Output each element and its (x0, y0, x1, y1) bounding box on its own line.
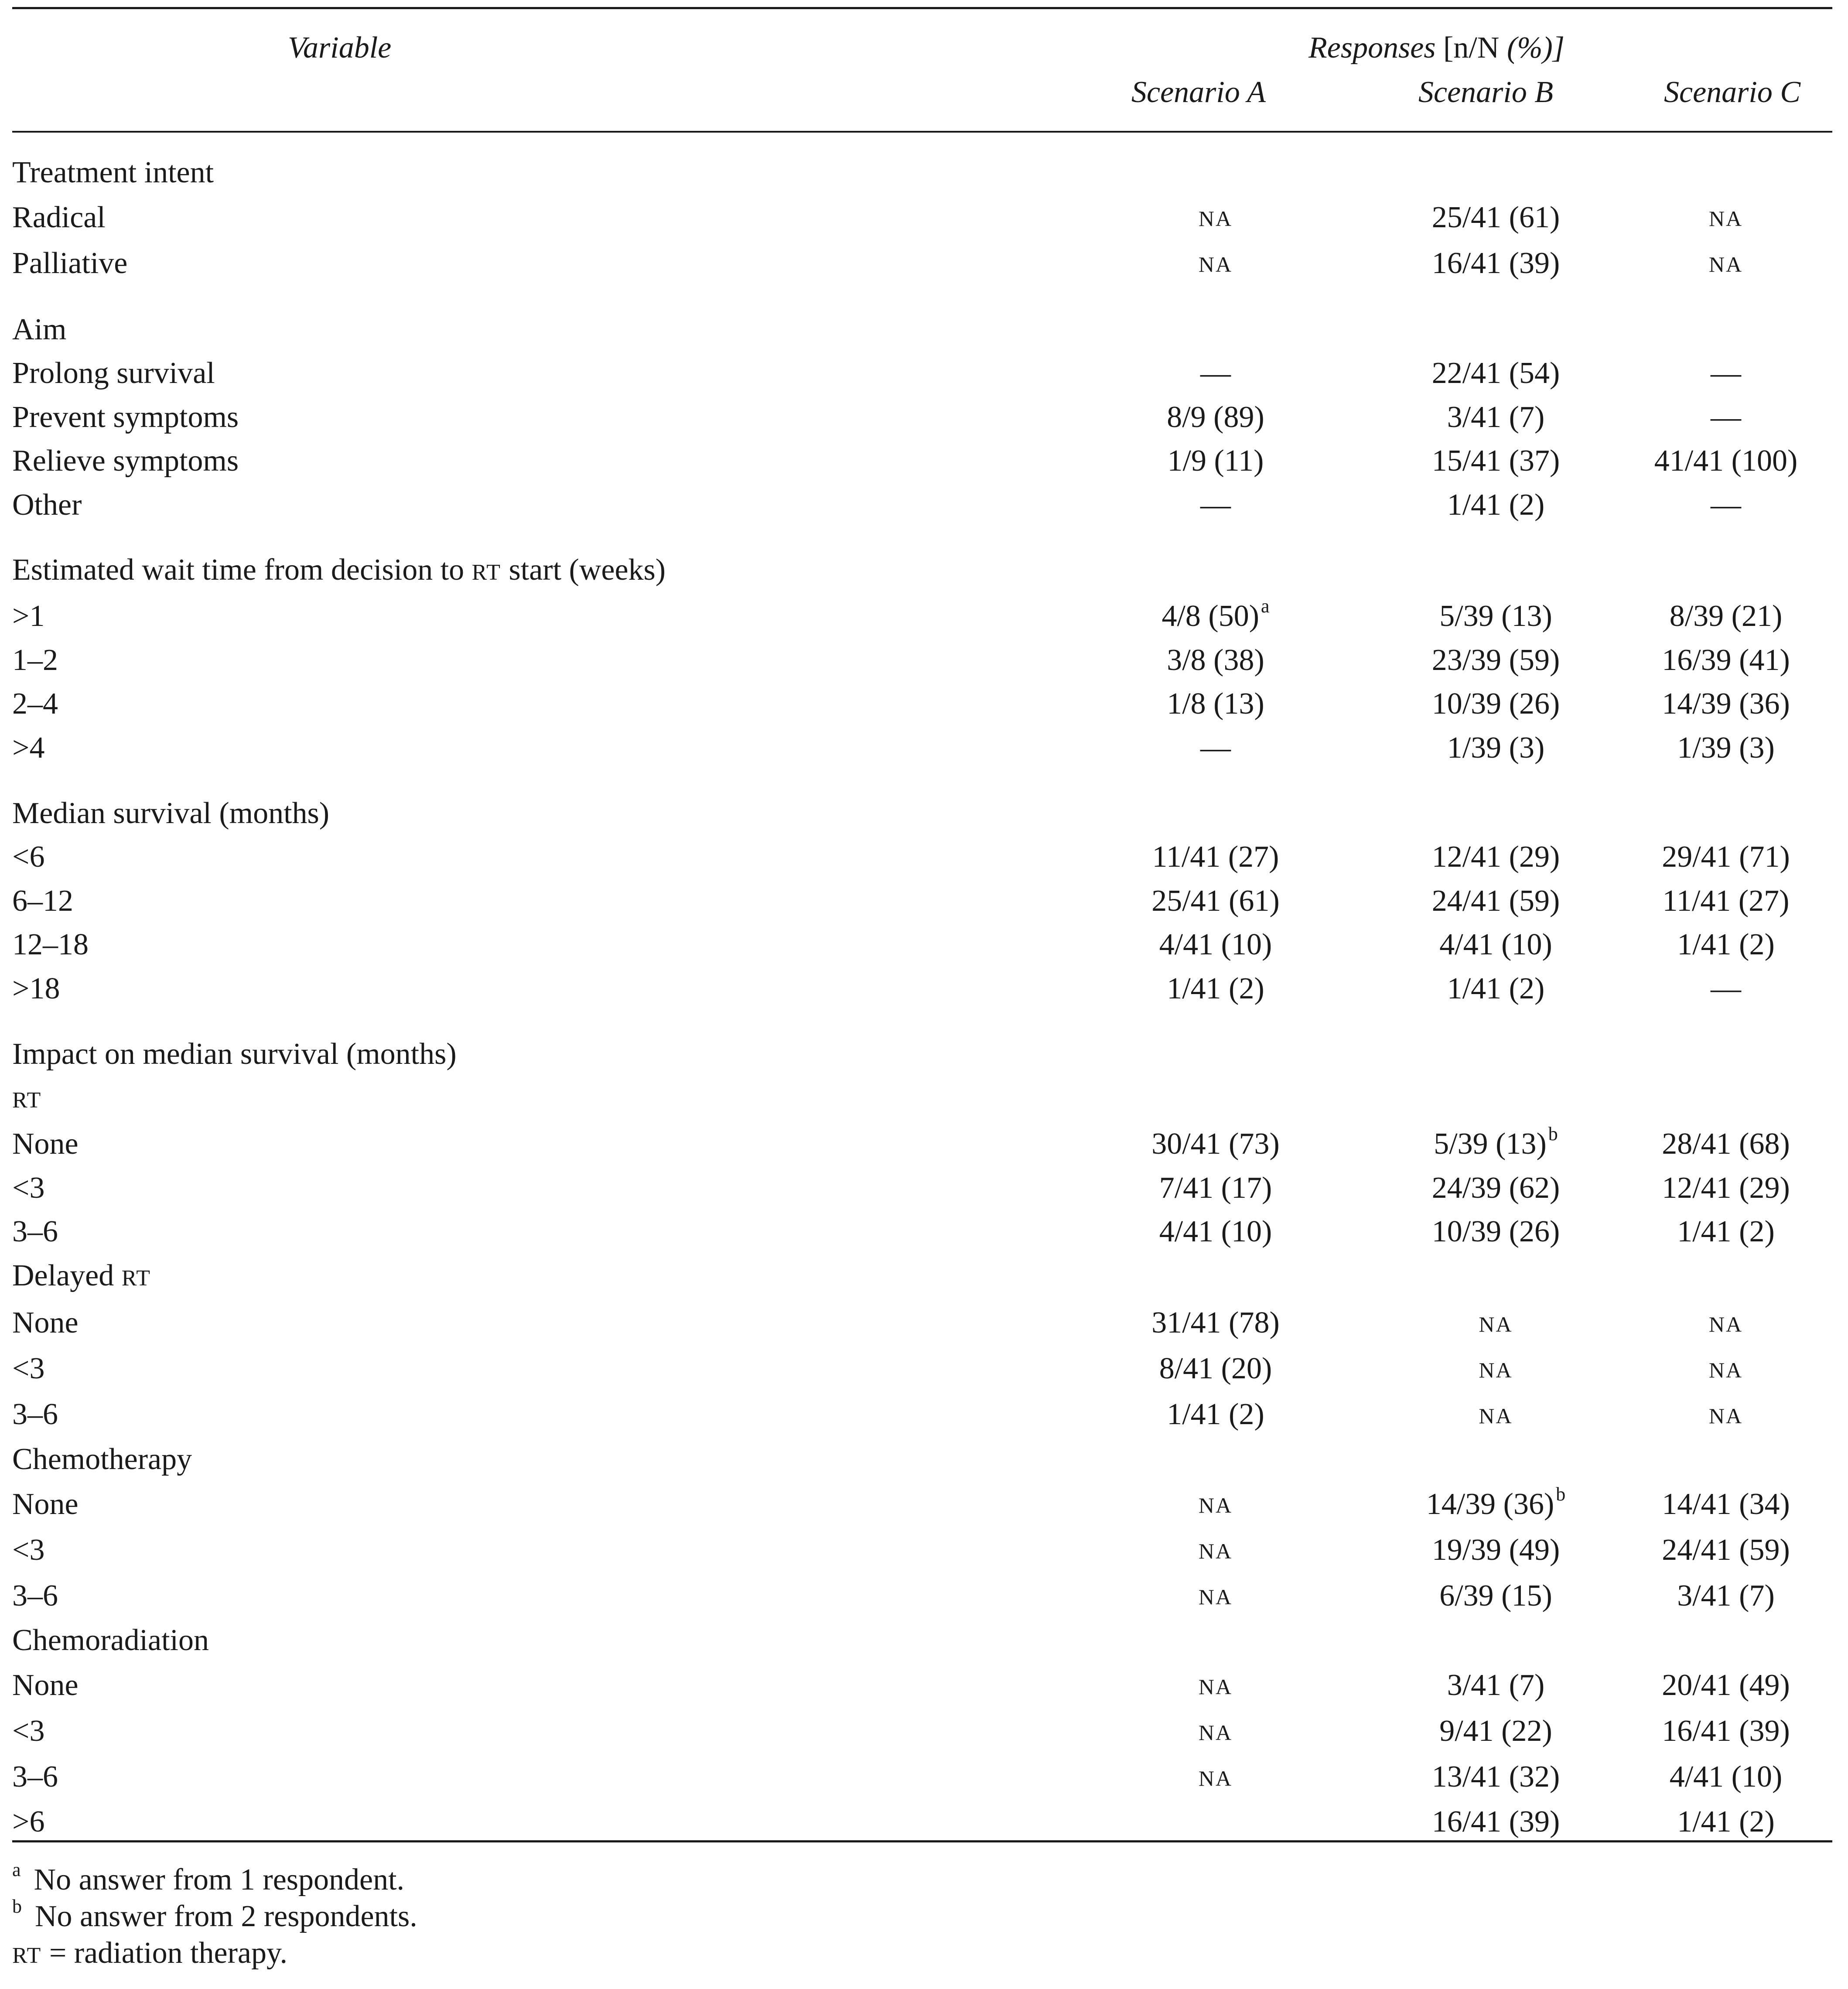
cell-scenario-c: — (1711, 356, 1741, 390)
table-row (12, 726, 1832, 770)
table-row (12, 1573, 1832, 1619)
header-responses-pct: (%)] (1506, 31, 1565, 65)
cell-scenario-c: NA (1708, 1357, 1743, 1382)
row-label: 2–4 (12, 687, 58, 721)
cell-scenario-c: 3/41 (7) (1677, 1579, 1775, 1613)
table-row (12, 1481, 1832, 1527)
table-row (12, 1076, 1832, 1122)
cell-scenario-c: 1/41 (2) (1677, 1215, 1775, 1249)
subgroup-label: Delayed RT (12, 1258, 151, 1292)
cell-scenario-a: NA (1198, 206, 1233, 231)
rt-abbrev: RT (12, 1943, 42, 1968)
cell-scenario-b: 1/39 (3) (1447, 731, 1545, 765)
rt-abbrev: RT (12, 1088, 42, 1113)
cell-scenario-b: 22/41 (54) (1431, 356, 1560, 390)
cell-scenario-a: — (1200, 488, 1231, 522)
cell-scenario-c: — (1711, 488, 1741, 522)
cell-scenario-c: 16/41 (39) (1662, 1714, 1790, 1748)
table-row (12, 240, 1832, 286)
table-row (12, 1709, 1832, 1754)
header-scenario-a: Scenario A (1131, 75, 1266, 109)
table-row (12, 1800, 1832, 1844)
cell-scenario-a: NA (1198, 1585, 1233, 1609)
row-label: 12–18 (12, 928, 89, 962)
row-label: Other (12, 488, 82, 522)
table-row (12, 639, 1832, 683)
cell-scenario-b: 6/39 (15) (1439, 1579, 1552, 1613)
footnote-mark: b (1548, 1123, 1558, 1145)
cell-scenario-a: 1/41 (2) (1167, 971, 1264, 1005)
subgroup-label: Chemoradiation (12, 1623, 209, 1658)
table-row (12, 923, 1832, 967)
cell-scenario-b: NA (1479, 1403, 1513, 1428)
row-label: Prevent symptoms (12, 400, 239, 434)
row-label: <3 (12, 1533, 45, 1567)
row-label: Relieve symptoms (12, 444, 239, 478)
table-row (12, 1619, 1832, 1663)
rt-abbrev: RT (471, 560, 501, 585)
cell-scenario-a: 4/41 (10) (1159, 928, 1272, 962)
table-row (12, 1663, 1832, 1709)
cell-scenario-c: NA (1708, 206, 1743, 231)
table-row (12, 791, 1832, 835)
cell-scenario-c: 12/41 (29) (1662, 1171, 1790, 1205)
cell-scenario-a: — (1200, 731, 1231, 765)
row-label: >4 (12, 731, 45, 765)
cell-scenario-c: 1/41 (2) (1677, 1804, 1775, 1839)
cell-scenario-a: 4/8 $(50)^a$ (1161, 595, 1270, 633)
cell-scenario-b: 24/39 (62) (1431, 1171, 1560, 1205)
table-row (12, 1392, 1832, 1438)
header-responses-prefix: Responses (1308, 31, 1444, 65)
table-row (12, 1122, 1832, 1166)
cell-scenario-a: 1/9 (11) (1167, 444, 1264, 478)
cell-scenario-b: NA (1479, 1357, 1513, 1382)
cell-scenario-a: NA (1198, 1493, 1233, 1517)
cell-scenario-a: 1/41 (2) (1167, 1398, 1264, 1431)
rt-abbrev: RT (121, 1265, 151, 1291)
cell-scenario-c: 16/39 (41) (1662, 643, 1790, 677)
row-label: Radical (12, 200, 106, 234)
cell-scenario-a (1059, 1800, 1372, 1844)
cell-scenario-c: NA (1708, 252, 1743, 277)
table-row (12, 1210, 1832, 1254)
footnote-b (12, 1898, 417, 1935)
table-row (12, 1300, 1832, 1346)
cell-scenario-c: 29/41 (71) (1662, 840, 1790, 874)
row-label: Prolong survival (12, 356, 215, 390)
row-label: 3–6 (12, 1760, 58, 1794)
table-row (12, 879, 1832, 923)
cell-scenario-a: 25/41 (61) (1151, 884, 1280, 918)
top-rule (12, 7, 1832, 9)
cell-scenario-a: 7/41 (17) (1159, 1171, 1272, 1205)
cell-scenario-b: 13/41 (32) (1431, 1760, 1560, 1794)
row-label: Palliative (12, 246, 128, 280)
cell-scenario-c: 14/39 (36) (1662, 687, 1790, 721)
table-row (12, 967, 1832, 1011)
cell-scenario-b: 3/41 (7) (1447, 1668, 1545, 1702)
footnote-text: No answer from 2 respondents. (35, 1900, 417, 1933)
row-label: None (12, 1487, 79, 1521)
header-rule (12, 131, 1832, 133)
table-row (12, 352, 1832, 396)
table-row (12, 548, 1832, 595)
table-row (12, 682, 1832, 726)
table-row (12, 1346, 1832, 1392)
section-label: Treatment intent (12, 155, 214, 189)
cell-scenario-c: — (1711, 400, 1741, 434)
section-label: Estimated wait time from decision to RT start (weeks) (12, 553, 666, 587)
section-label: Median survival (months) (12, 796, 330, 830)
cell-scenario-c: 20/41 (49) (1662, 1668, 1790, 1702)
cell-scenario-b: 12/41 (29) (1431, 840, 1560, 874)
footnote-mark: b (12, 1896, 22, 1917)
row-label: >6 (12, 1804, 45, 1839)
footnote-text: No answer from 1 respondent. (34, 1863, 405, 1897)
cell-scenario-b: 16/41 (39) (1431, 1804, 1560, 1839)
subgroup-label (12, 1076, 1832, 1122)
cell-scenario-b: 9/41 (22) (1439, 1714, 1552, 1748)
cell-scenario-a: 8/9 (89) (1167, 400, 1264, 434)
table-row (12, 1254, 1832, 1300)
footnote-a (12, 1859, 417, 1898)
cell-scenario-c: 4/41 (10) (1669, 1760, 1783, 1794)
cell-scenario-b: 1/41 (2) (1447, 971, 1545, 1005)
cell-scenario-a: NA (1198, 252, 1233, 277)
row-label: 3–6 (12, 1398, 58, 1431)
cell-scenario-c: NA (1708, 1403, 1743, 1428)
footnote-rt (12, 1935, 417, 1974)
cell-scenario-b: 23/39 (59) (1431, 643, 1560, 677)
header-variable: Variable (288, 31, 392, 65)
footnote-mark: a (1261, 595, 1270, 617)
section-label: Impact on median survival (months) (12, 1037, 457, 1071)
table-row (12, 1032, 1832, 1076)
cell-scenario-b: 5/39 (13) (1439, 599, 1552, 633)
results-table (12, 150, 1832, 1844)
table-footnotes (12, 1859, 417, 1974)
footnote-mark: a (12, 1859, 21, 1881)
row-label: 6–12 (12, 884, 73, 918)
cell-scenario-b: 3/41 (7) (1447, 400, 1545, 434)
footnote-mark: b (1556, 1483, 1566, 1505)
row-label: None (12, 1668, 79, 1702)
cell-scenario-c: 24/41 (59) (1662, 1533, 1790, 1567)
cell-scenario-c: — (1711, 971, 1741, 1005)
cell-scenario-c: 8/39 (21) (1669, 599, 1783, 633)
cell-scenario-b: 4/41 (10) (1439, 928, 1552, 962)
cell-scenario-a: NA (1198, 1720, 1233, 1745)
footnote-text: = radiation therapy. (41, 1936, 287, 1970)
cell-scenario-b: NA (1479, 1312, 1513, 1336)
cell-scenario-b: 10/39 (26) (1431, 1215, 1560, 1249)
cell-scenario-b: 15/41 (37) (1431, 444, 1560, 478)
cell-scenario-c: 14/41 (34) (1662, 1487, 1790, 1521)
subgroup-label: Chemotherapy (12, 1442, 192, 1476)
table-row (12, 835, 1832, 879)
cell-scenario-a: NA (1198, 1674, 1233, 1699)
cell-scenario-a: NA (1198, 1766, 1233, 1791)
cell-scenario-a: 3/8 (38) (1167, 643, 1264, 677)
table-row (12, 195, 1832, 240)
cell-scenario-c: 41/41 (100) (1654, 444, 1798, 478)
cell-scenario-b: 25/41 (61) (1431, 200, 1560, 234)
row-label: None (12, 1127, 79, 1161)
cell-scenario-b: 19/39 (49) (1431, 1533, 1560, 1567)
row-label: >1 (12, 599, 45, 633)
row-label: <6 (12, 840, 45, 874)
row-label: 1–2 (12, 643, 58, 677)
cell-scenario-b: 24/41 (59) (1431, 884, 1560, 918)
cell-scenario-c: 11/41 (27) (1662, 884, 1790, 918)
row-label: <3 (12, 1352, 45, 1385)
cell-scenario-a: 31/41 (78) (1151, 1306, 1280, 1340)
table-row (12, 1527, 1832, 1573)
header-scenario-b: Scenario B (1418, 75, 1554, 109)
table-row (12, 1754, 1832, 1800)
cell-scenario-a: 8/41 (20) (1159, 1352, 1272, 1385)
table-row (12, 308, 1832, 352)
row-label: <3 (12, 1171, 45, 1205)
cell-scenario-b: 1/41 (2) (1447, 488, 1545, 522)
table-row (12, 1438, 1832, 1482)
row-label: 3–6 (12, 1579, 58, 1613)
cell-scenario-a: NA (1198, 1539, 1233, 1563)
cell-scenario-b: 14/39 $(36)^b$ (1426, 1483, 1566, 1521)
cell-scenario-a: — (1200, 356, 1231, 390)
table-row (12, 439, 1832, 483)
table-row (12, 396, 1832, 440)
cell-scenario-c: NA (1708, 1312, 1743, 1336)
table-row (12, 1166, 1832, 1210)
row-label: 3–6 (12, 1215, 58, 1249)
header-scenario-c: Scenario C (1664, 75, 1801, 109)
row-label: <3 (12, 1714, 45, 1748)
cell-scenario-b: 5/39 $(13)^b$ (1434, 1123, 1558, 1161)
cell-scenario-a: 4/41 (10) (1159, 1215, 1272, 1249)
cell-scenario-b: 16/41 (39) (1431, 246, 1560, 280)
cell-scenario-c: 1/39 (3) (1677, 731, 1775, 765)
cell-scenario-b: 10/39 (26) (1431, 687, 1560, 721)
header-responses-unit: [n/N (1443, 31, 1507, 65)
row-label: None (12, 1306, 79, 1340)
row-label: >18 (12, 971, 60, 1005)
cell-scenario-c: 1/41 (2) (1677, 928, 1775, 962)
table-row (12, 483, 1832, 527)
cell-scenario-a: 1/8 (13) (1167, 687, 1264, 721)
table-row (12, 150, 1832, 195)
table-row (12, 595, 1832, 639)
header-responses (1308, 31, 1564, 65)
bottom-rule (12, 1840, 1832, 1842)
cell-scenario-a: 30/41 (73) (1151, 1127, 1280, 1161)
section-label: Aim (12, 312, 67, 346)
cell-scenario-c: 28/41 (68) (1662, 1127, 1790, 1161)
cell-scenario-a: 11/41 (27) (1152, 840, 1279, 874)
